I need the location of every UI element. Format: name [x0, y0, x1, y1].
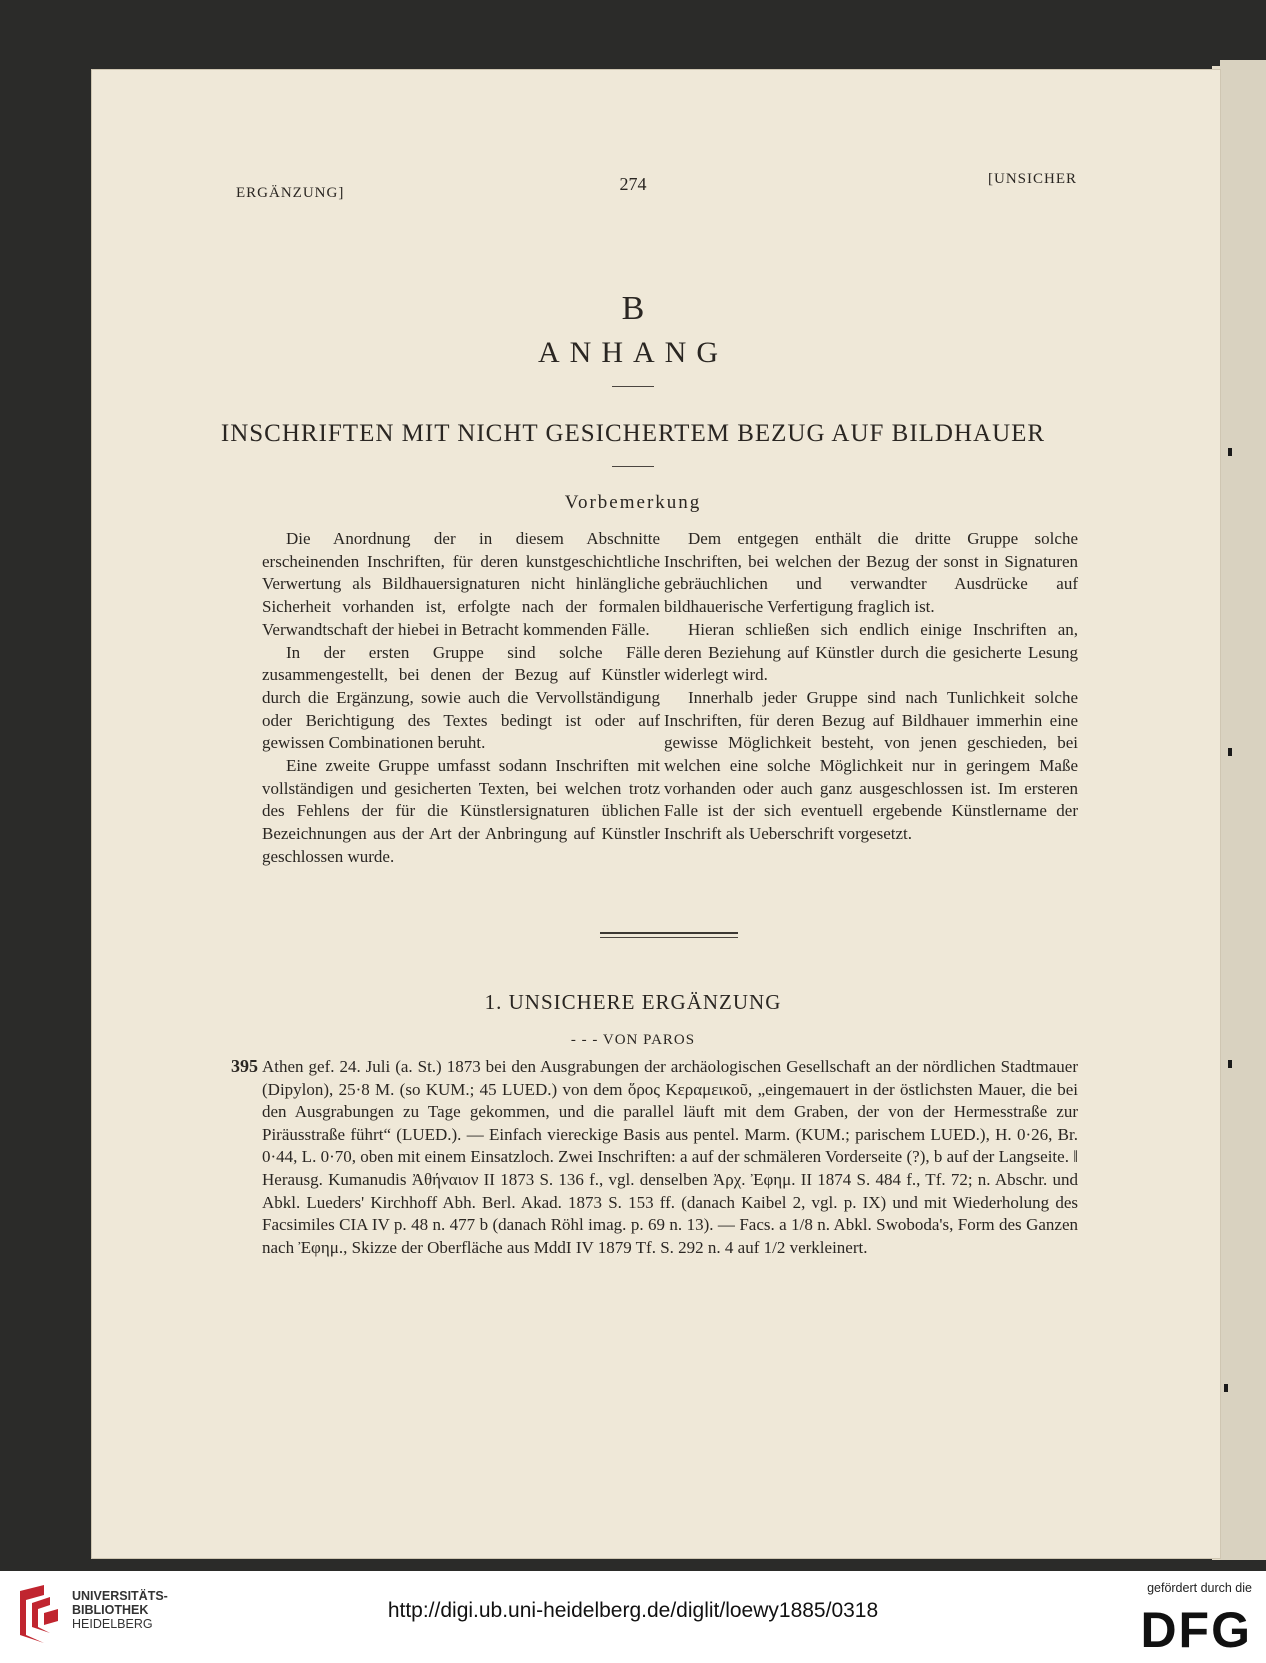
entry-number: 395	[231, 1056, 258, 1076]
library-line-2: BIBLIOTHEK	[72, 1603, 149, 1617]
funding-caption: gefördert durch die	[1147, 1581, 1252, 1595]
left-paragraph-2: In der ersten Gruppe sind solche Fälle zusammengestellt, bei denen der Bezug auf Künstler durch die Ergänzung, sowie auch die Vervollständigung oder Berichtigung des Textes bedingt ist oder auf gewissen Combinationen beruht.	[262, 642, 660, 753]
left-paragraph-1: Die Anordnung der in diesem Abschnitte erscheinenden Inschriften, für deren kunstgeschichtliche Verwertung als Bildhauersignaturen nicht hinlängliche Sicherheit vorhanden ist, erfolgte nach der formalen Verwandtschaft der hiebei in Betracht kommenden Fälle.	[262, 529, 660, 639]
margin-mark	[1224, 1384, 1228, 1392]
dfg-logo[interactable]: DFG	[1140, 1602, 1252, 1658]
margin-mark	[1228, 748, 1232, 756]
left-paragraph-3: Eine zweite Gruppe umfasst sodann Inschriften mit vollständigen und gesicherten Texten, bei welchen trotz des Fehlens der für die Künstlersignaturen üblichen Bezeichnungen aus der Art der Anbringung auf Künstler geschlossen wurde.	[262, 756, 660, 866]
subsection-title: 1. UNSICHERE ERGÄNZUNG	[484, 990, 782, 1014]
section-title: INSCHRIFTEN MIT NICHT GESICHERTEM BEZUG AUF BILDHAUER	[220, 420, 1046, 447]
right-paragraph-3: Innerhalb jeder Gruppe sind nach Tunlichkeit solche Inschriften, für deren Bezug auf Bildhauer immerhin eine gewisse Möglichkeit besteht, von jenen geschieden, bei welchen eine solche Möglichkeit nur in geringem Maße vorhanden oder auch ganz ausgeschlossen ist. Im ersteren Falle ist der sich eventuell ergebende Künstlername der Inschrift als Ueberschrift vorgesetzt.	[664, 687, 1078, 844]
section-divider	[600, 932, 738, 934]
viewer-footer	[0, 1571, 1266, 1663]
right-column	[664, 528, 1078, 846]
page-edge	[1220, 60, 1266, 1560]
section-rule	[612, 466, 654, 467]
right-paragraph-1: Dem entgegen enthält die dritte Gruppe solche Inschriften, bei welchen der Bezug der sonst in Signaturen gebräuchlichen und verwandter Ausdrücke auf bildhauerische Verfertigung fraglich ist.	[664, 529, 1078, 617]
running-head-right: [UNSICHER	[988, 171, 1078, 187]
subsection-subtitle: - - - VON PAROS	[570, 1032, 696, 1048]
vorbemerkung-heading: Vorbemerkung	[564, 492, 702, 513]
right-paragraph-2: Hieran schließen sich endlich einige Inschriften an, deren Beziehung auf Künstler durch die gesicherte Lesung widerlegt wird.	[664, 619, 1078, 685]
title-rule	[612, 386, 654, 387]
part-title: ANHANG	[538, 336, 728, 369]
library-line-3: HEIDELBERG	[72, 1617, 153, 1631]
running-head-left: ERGÄNZUNG]	[236, 185, 345, 201]
page-number: 274	[619, 174, 647, 194]
margin-mark	[1228, 448, 1232, 456]
part-letter: B	[621, 290, 645, 327]
entry-text: Athen gef. 24. Juli (a. St.) 1873 bei den Ausgrabungen der archäologischen Gesellschaft an der nördlichen Stadtmauer (Dipylon), 25·8 M. (so KUM.; 45 LUED.) von dem ὅρος Κεραμεικοῦ, „eingemauert in der östlichsten Mauer, die bei den Ausgrabungen zu Tage gekommen, und die parallel läuft mit dem Graben, der von der Hermesstraße zur Piräusstraße führt“ (LUED.). — Einfach viereckige Basis aus pentel. Marm. (KUM.; parischem LUED.), H. 0·26, Br. 0·44, L. 0·70, oben mit einem Einsatzloch. Zwei Inschriften: a auf der schmäleren Vorderseite (?), b auf der Langseite. ‖ Herausg. Kumanudis Ἀθήναιον II 1873 S. 136 f., vgl. denselben Ἀρχ. Ἐφημ. II 1874 S. 484 f., Tf. 72; n. Abschr. und Abkl. Lueders' Kirchhoff Abh. Berl. Akad. 1873 S. 153 ff. (danach Kaibel 2, vgl. p. IX) und mit Wiederholung des Facsimiles CIA IV p. 48 n. 477 b (danach Röhl imag. p. 69 n. 13). — Facs. a 1/8 n. Abkl. Swoboda's, Form des Ganzen nach Ἐφημ., Skizze der Oberfläche aus MddI IV 1879 Tf. S. 292 n. 4 auf 1/2 verkleinert.	[262, 1057, 1078, 1257]
permalink-url[interactable]: http://digi.ub.uni-heidelberg.de/diglit/loewy1885/0318	[387, 1599, 879, 1622]
margin-mark	[1228, 1060, 1232, 1068]
left-column	[262, 528, 660, 869]
section-divider-thin	[600, 937, 738, 938]
library-line-1: UNIVERSITÄTS-	[72, 1589, 168, 1603]
